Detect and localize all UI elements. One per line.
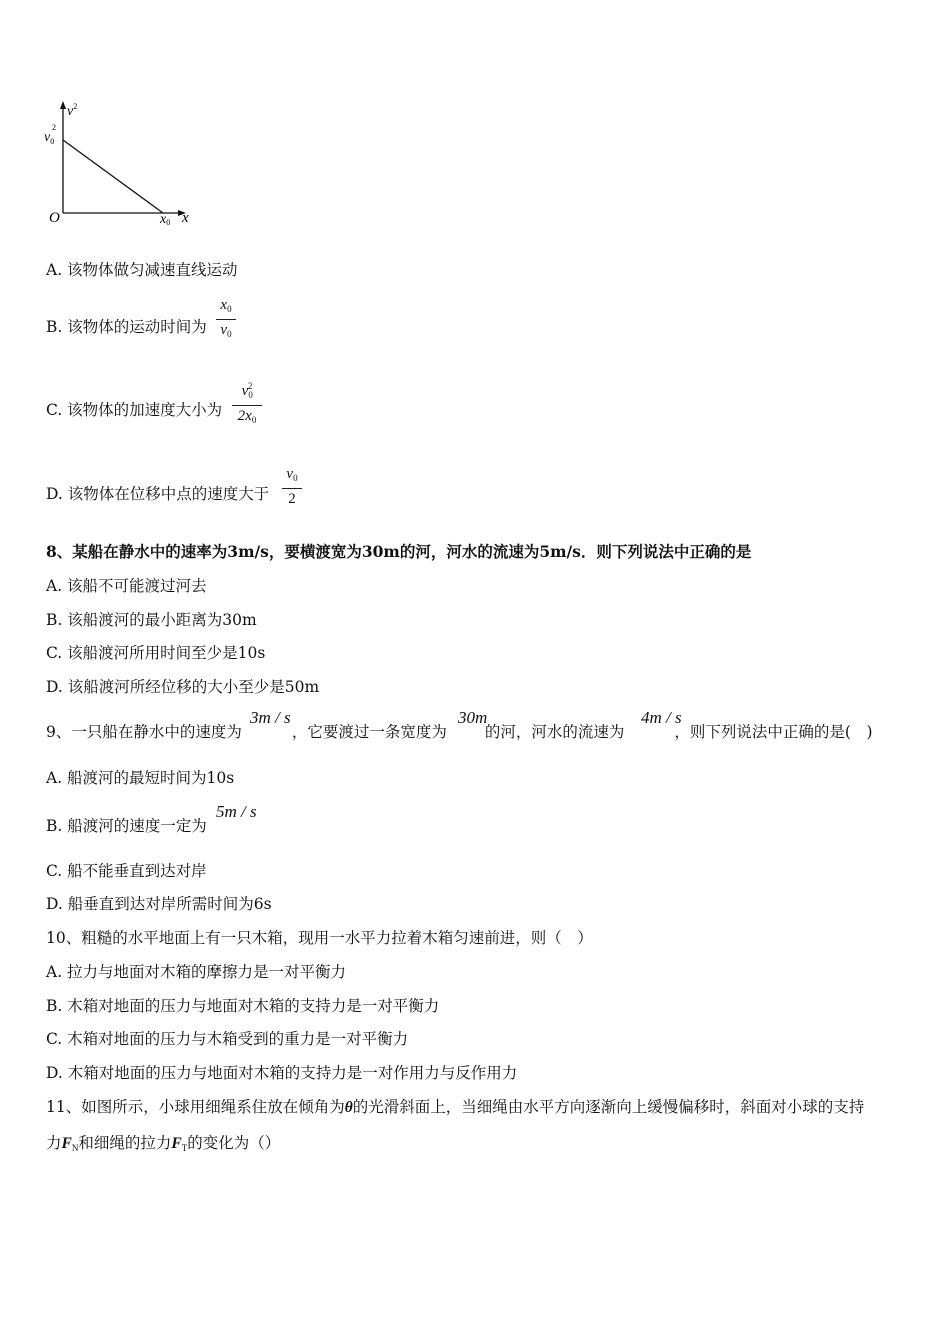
q11-ft: F	[171, 1135, 182, 1152]
q7-option-c-fraction	[232, 377, 262, 429]
svg-text:v2	[67, 102, 77, 119]
v2-x-graph	[40, 95, 200, 230]
q9-option-d: D. 船垂直到达对岸所需时间为6s	[46, 895, 272, 913]
q9-stem-3: 的河，河水的流速为	[484, 723, 625, 741]
x-intercept-label: x	[160, 212, 167, 227]
origin-label: O	[49, 210, 60, 226]
q10-option-b: B. 木箱对地面的压力与地面对木箱的支持力是一对平衡力	[46, 997, 440, 1015]
q7-c-den: 2x	[237, 408, 252, 424]
q7-b-den-sub: 0	[227, 329, 232, 339]
q9-speed: 3m / s	[250, 708, 291, 727]
q7-b-den: v	[220, 322, 228, 338]
x-axis-label: x	[182, 210, 189, 226]
q7-c-num-sub: 0	[248, 390, 253, 400]
y-axis-label-sup: 2	[73, 102, 78, 111]
q11-stem-line-2	[46, 1133, 280, 1158]
q7-c-den-sub: 0	[251, 415, 257, 425]
q7-option-c: C. 该物体的加速度大小为	[46, 401, 223, 419]
q11-stem-2: 的光滑斜面上，当细绳由水平方向逐渐向上缓慢偏移时，斜面对小球的支持	[352, 1098, 865, 1116]
q7-c-num-sup: 2	[247, 381, 253, 391]
q9-stem-4: ，则下列说法中正确的是( )	[674, 723, 873, 741]
q11-ft-sub: T	[181, 1143, 188, 1153]
q9-stem-2: ，它要渡过一条宽度为	[291, 723, 447, 741]
q9-stem-1: 9、一只船在静水中的速度为	[46, 723, 242, 741]
q7-d-num-sub: 0	[293, 473, 298, 483]
q8-stem: 8、某船在静水中的速率为3m/s，要横渡宽为30m的河，河水的流速为5m/s．则下列说法中正确的是	[46, 542, 752, 561]
q7-b-num-sub: 0	[227, 304, 232, 314]
q9-option-b-value: 5m / s	[216, 802, 257, 821]
x-intercept-sub: 0	[166, 218, 171, 227]
q10-option-a: A. 拉力与地面对木箱的摩擦力是一对平衡力	[46, 963, 347, 981]
q11-stem-5: 的变化为（）	[187, 1134, 281, 1152]
q7-b-num: x	[220, 297, 228, 313]
y-axis-arrow	[60, 101, 66, 109]
q7-option-a: A. 该物体做匀减速直线运动	[46, 261, 238, 279]
q10-option-d: D. 木箱对地面的压力与地面对木箱的支持力是一对作用力与反作用力	[46, 1064, 518, 1082]
q9-option-c: C. 船不能垂直到达对岸	[46, 862, 207, 880]
q9-flow: 4m / s	[641, 708, 682, 727]
y-intercept-sup: 2	[52, 123, 56, 132]
q11-stem-line-1	[46, 1097, 864, 1118]
q7-d-num: v	[286, 466, 294, 482]
q11-stem-4: 和细绳的拉力	[78, 1134, 172, 1152]
q9-option-b: B. 船渡河的速度一定为	[46, 817, 207, 835]
q11-stem-1: 11、如图所示，小球用细绳系住放在倾角为	[46, 1098, 345, 1116]
q10-option-c: C. 木箱对地面的压力与木箱受到的重力是一对平衡力	[46, 1030, 409, 1048]
q8-option-a: A. 该船不可能渡过河去	[46, 577, 207, 595]
q11-fn-sub: N	[71, 1143, 79, 1153]
q8-option-d: D. 该船渡河所经位移的大小至少是50m	[46, 678, 320, 696]
q11-theta: θ	[344, 1099, 353, 1116]
q9-width: 30m	[458, 708, 488, 727]
q11-stem-3: 力	[46, 1134, 62, 1152]
q7-d-den: 2	[288, 491, 296, 507]
q7-option-b-fraction	[216, 296, 236, 343]
svg-text:x0	[159, 212, 170, 227]
q7-option-d: D. 该物体在位移中点的速度大于	[46, 485, 270, 503]
q7-c-num: v	[241, 383, 249, 399]
y-intercept-label: v	[44, 130, 51, 145]
q7-option-d-fraction	[282, 465, 302, 508]
svg-text:v0	[44, 130, 54, 146]
q9-option-a: A. 船渡河的最短时间为10s	[46, 769, 235, 787]
y-axis-label: v	[67, 104, 74, 119]
q7-option-b: B. 该物体的运动时间为	[46, 318, 207, 336]
y-intercept-sub: 0	[50, 137, 55, 146]
q8-option-b: B. 该船渡河的最小距离为30m	[46, 611, 257, 629]
q10-stem: 10、粗糙的水平地面上有一只木箱，现用一水平力拉着木箱匀速前进，则（ ）	[46, 929, 593, 947]
q8-option-c: C. 该船渡河所用时间至少是10s	[46, 644, 266, 662]
graph-line	[63, 140, 163, 213]
q11-fn: F	[61, 1135, 72, 1152]
